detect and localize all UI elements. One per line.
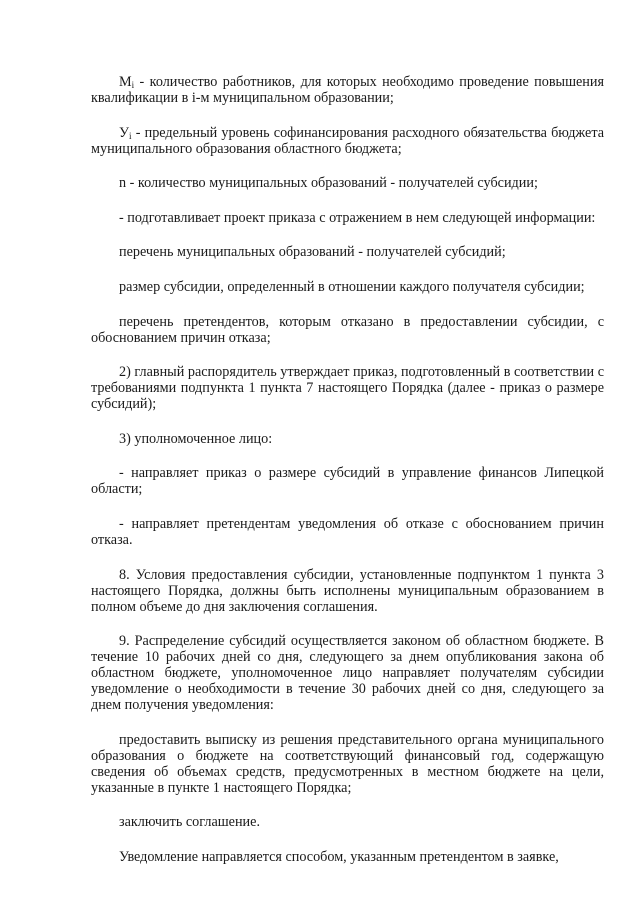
paragraph-refused-list: перечень претендентов, которым отказано в предоставлении субсидии, с обоснованием причин отказа; xyxy=(91,313,604,346)
paragraph-m-definition xyxy=(91,74,604,106)
paragraph-subsidy-size: размер субсидии, определенный в отношении каждого получателя субсидии; xyxy=(119,278,585,295)
symbol-u: У xyxy=(119,124,130,141)
symbol-m: M xyxy=(119,74,132,90)
paragraph-send-order: - направляет приказ о размере субсидий в управление финансов Липецкой области; xyxy=(91,465,604,498)
paragraph-notification-method: Уведомление направляется способом, указанным претендентом в заявке, xyxy=(119,848,559,865)
paragraph-text: - количество работников, для которых необходимо проведение повышения квалификации в i-м муниципальном образовании; xyxy=(91,74,604,106)
paragraph-prepare-order: - подготавливает проект приказа с отражением в нем следующей информации: xyxy=(119,209,596,226)
document-body xyxy=(91,74,604,884)
paragraph-text: - предельный уровень софинансирования расходного обязательства бюджета муниципального образования областного бюджета; xyxy=(91,124,604,157)
paragraph-u-definition xyxy=(91,125,604,157)
symbol-m-subscript: i xyxy=(131,80,135,90)
paragraph-section-9: 9. Распределение субсидий осуществляется законом об областном бюджете. В течение 10 рабочих дней со дня, следующего за днем опубликования закона об областном бюджете, уполномоченное лицо направляет получателям субсидии уведомление о необходимости в течение 30 рабочих дней со дня, следующего за днем получения уведомления: xyxy=(91,633,604,714)
paragraph-item-2: 2) главный распорядитель утверждает приказ, подготовленный в соответствии с требованиями подпункта 1 пункта 7 настоящего Порядка (далее - приказ о размере субсидий); xyxy=(91,364,604,413)
paragraph-n-definition: n - количество муниципальных образований - получателей субсидии; xyxy=(119,175,538,192)
paragraph-send-refusal: - направляет претендентам уведомления об отказе с обоснованием причин отказа. xyxy=(91,515,604,548)
paragraph-list-municipalities: перечень муниципальных образований - получателей субсидий; xyxy=(119,244,506,261)
paragraph-provide-extract: предоставить выписку из решения представительного органа муниципального образования о бюджете на соответствующий финансовый год, содержащую сведения об объемах средств, предусмотренных в местном бюджете на цели, указанные в пункте 1 настоящего Порядка; xyxy=(91,731,604,796)
paragraph-section-8: 8. Условия предоставления субсидии, установленные подпунктом 1 пункта 3 настоящего Порядка, должны быть исполнены муниципальным образованием в полном объеме до дня заключения соглашения. xyxy=(91,566,604,615)
paragraph-item-3: 3) уполномоченное лицо: xyxy=(119,430,273,447)
paragraph-conclude-agreement: заключить соглашение. xyxy=(119,814,260,831)
symbol-u-subscript: i xyxy=(129,130,132,141)
